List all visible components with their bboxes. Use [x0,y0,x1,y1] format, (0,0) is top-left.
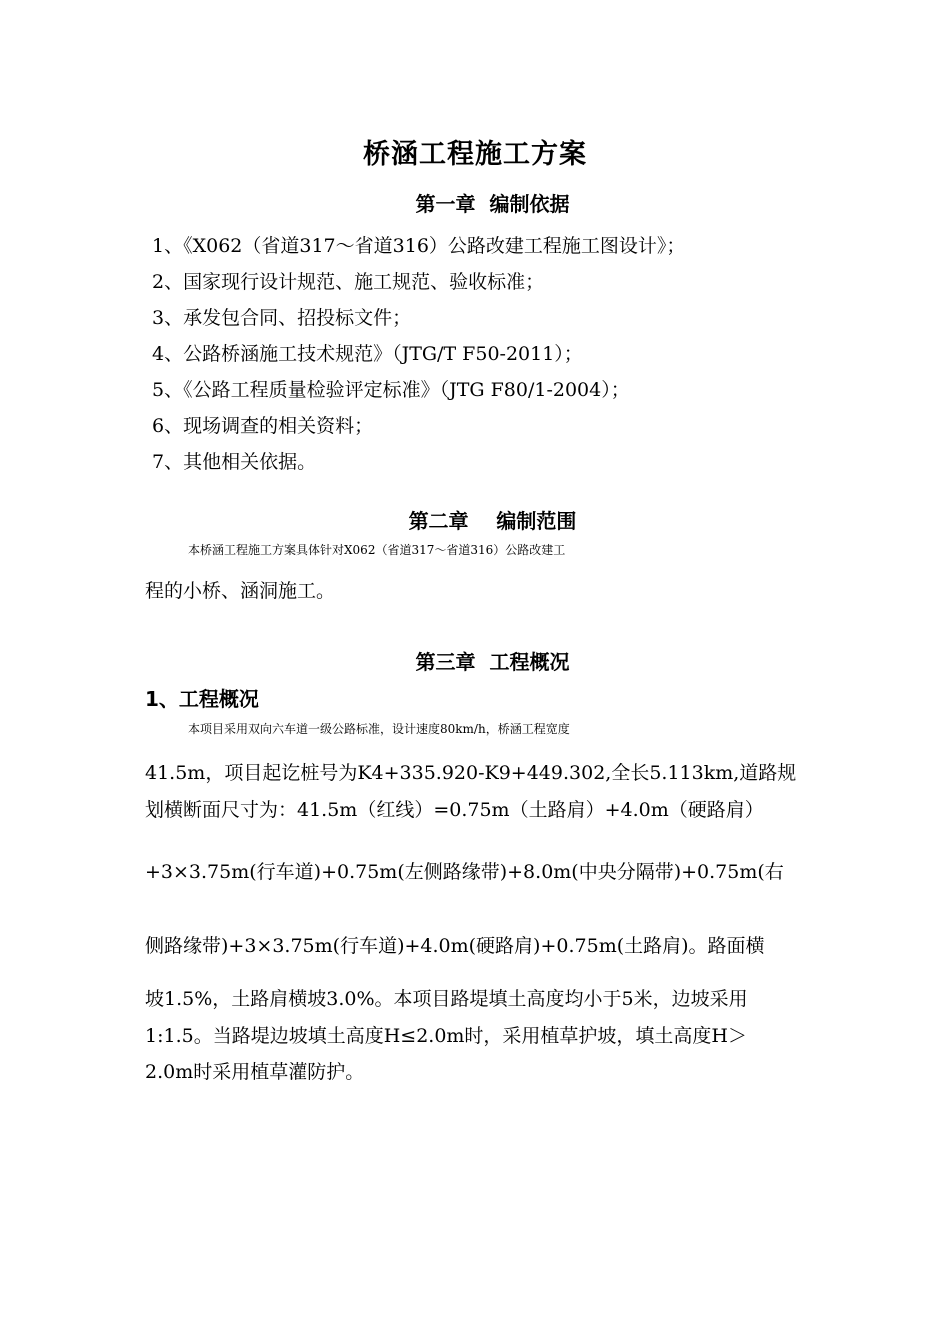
basis-item-2: 2、国家现行设计规范、施工规范、验收标准； [152,271,545,293]
overview-line-3: 划横断面尺寸为：41.5m（红线）=0.75m（土路肩）+4.0m（硬路肩） [145,799,764,821]
basis-item-6: 6、现场调查的相关资料； [152,415,374,437]
chapter-2-heading: 第二章 编制范围 [408,509,577,533]
overview-line-7: 1:1.5。当路堤边坡填土高度H≤2.0m时，采用植草护坡，填土高度H＞ [145,1025,747,1047]
basis-item-1: 1、《X062（省道317～省道316）公路改建工程施工图设计》； [152,235,686,257]
overview-line-2: 41.5m，项目起讫桩号为K4+335.920-K9+449.302,全长5.113km,道路规 [145,762,797,784]
chapter-3-heading: 第三章 工程概况 [415,650,570,674]
overview-line-8: 2.0m时采用植草灌防护。 [145,1061,365,1083]
overview-line-6: 坡1.5%，土路肩横坡3.0%。本项目路堤填土高度均小于5米，边坡采用 [145,988,748,1010]
overview-line-1: 本项目采用双向六车道一级公路标准，设计速度80km/h，桥涵工程宽度 [188,722,570,736]
chapter-1-heading: 第一章 编制依据 [415,192,570,216]
overview-line-4: +3×3.75m(行车道)+0.75m(左侧路缘带)+8.0m(中央分隔带)+0.75m(右 [145,861,784,883]
basis-item-3: 3、承发包合同、招投标文件； [152,307,412,329]
overview-line-5: 侧路缘带)+3×3.75m(行车道)+4.0m(硬路肩)+0.75m(土路肩)。路面横 [145,935,765,957]
section-1-heading: 1、工程概况 [145,687,259,711]
scope-line-2: 程的小桥、涵洞施工。 [145,580,336,602]
basis-item-4: 4、公路桥涵施工技术规范》（JTG/T F50-2011）； [152,343,583,365]
basis-item-7: 7、其他相关依据。 [152,451,317,473]
scope-line-1: 本桥涵工程施工方案具体针对X062（省道317～省道316）公路改建工 [188,543,566,557]
basis-item-5: 5、《公路工程质量检验评定标准》（JTG F80/1-2004）； [152,379,630,401]
document-title: 桥涵工程施工方案 [363,139,587,170]
